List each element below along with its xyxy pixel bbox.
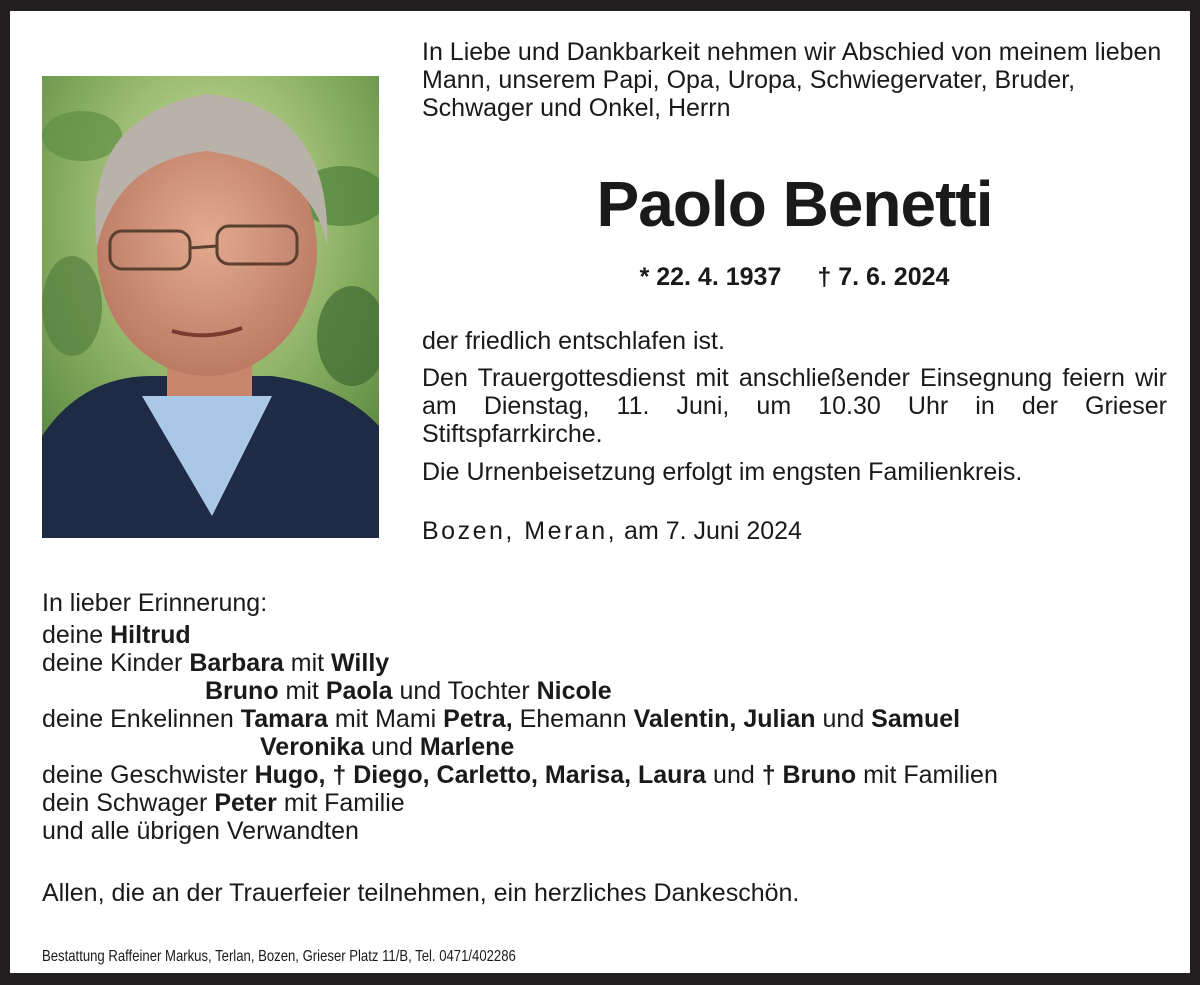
family-line: Bruno mit Paola und Tochter Nicole	[205, 677, 612, 705]
obituary-notice	[10, 11, 1190, 973]
portrait-photo	[42, 76, 379, 538]
family-line: deine Enkelinnen Tamara mit Mami Petra, Ehemann Valentin, Julian und Samuel	[42, 705, 961, 733]
funeral-home-footer: Bestattung Raffeiner Markus, Terlan, Bozen, Grieser Platz 11/B, Tel. 0471/402286	[42, 948, 516, 965]
place: Bozen, Meran,	[422, 517, 618, 545]
family-line: dein Schwager Peter mit Familie	[42, 789, 405, 817]
peaceful-text: der friedlich entschlafen ist.	[422, 327, 725, 355]
memory-heading: In lieber Erinnerung:	[42, 589, 268, 617]
birth-date: * 22. 4. 1937	[639, 263, 782, 291]
intro-text: In Liebe und Dankbarkeit nehmen wir Abschied von meinem lieben Mann, unserem Papi, Opa, Uropa, Schwiegervater, Bruder, Schwager und Onkel, Herrn	[422, 38, 1162, 122]
deceased-name: Paolo Benetti	[596, 168, 993, 240]
life-dates	[422, 263, 1167, 292]
family-line: deine Hiltrud	[42, 621, 191, 649]
family-line: deine Geschwister Hugo, † Diego, Carletto, Marisa, Laura und † Bruno mit Familien	[42, 761, 998, 789]
service-text: Den Trauergottesdienst mit anschließender Einsegnung feiern wir am Dienstag, 11. Juni, um 10.30 Uhr in der Grieser Stiftspfarrkirche.	[422, 364, 1167, 448]
thanks-text: Allen, die an der Trauerfeier teilnehmen, ein herzliches Dankeschön.	[42, 879, 800, 907]
family-line: und alle übrigen Verwandten	[42, 817, 359, 845]
place-date	[422, 517, 802, 545]
date: am 7. Juni 2024	[624, 517, 802, 545]
urn-text: Die Urnenbeisetzung erfolgt im engsten Familienkreis.	[422, 458, 1023, 486]
family-line: deine Kinder Barbara mit Willy	[42, 649, 390, 677]
death-date: † 7. 6. 2024	[817, 263, 950, 291]
family-line: Veronika und Marlene	[260, 733, 515, 761]
